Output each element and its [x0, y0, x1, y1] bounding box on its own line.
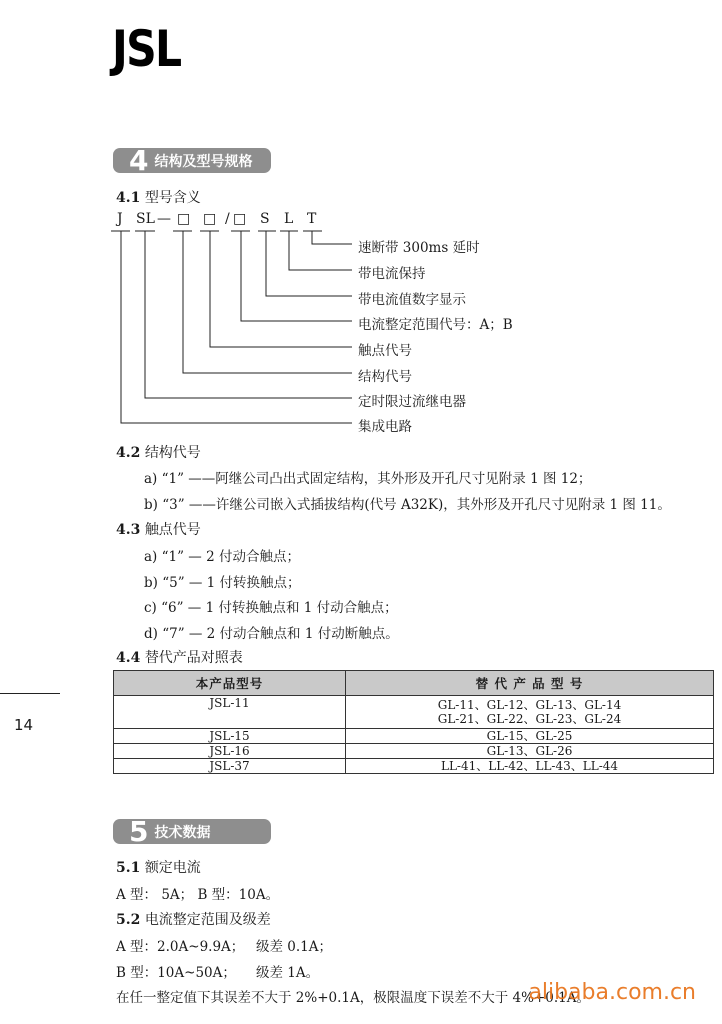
cell-replacements: GL-13、GL-26	[346, 744, 714, 759]
code-part-dash: —	[157, 211, 171, 227]
heading-text: 替代产品对照表	[144, 650, 243, 666]
label-contact-code: 触点代号	[358, 343, 412, 359]
replacement-line: GL-11、GL-12、GL-13、GL-14	[437, 698, 622, 712]
replacement-table	[113, 670, 714, 774]
code-part-range-box: □	[233, 211, 247, 227]
code-part-t: T	[307, 211, 317, 227]
heading-number: 5.2	[116, 912, 141, 928]
code-part-l: L	[284, 211, 294, 227]
structure-item-b: b) “3” ——许继公司嵌入式插拔结构(代号 A32K)，其外形及开孔尺寸见附录 1 图 11。	[144, 497, 671, 513]
page-number: 14	[14, 716, 34, 734]
range-b-text: B 型：10A~50A；	[116, 965, 236, 981]
contact-item-a: a) “1” — 2 付动合触点；	[144, 549, 300, 565]
heading-number: 4.4	[116, 650, 141, 666]
cell-model: JSL-16	[114, 744, 346, 759]
table-row	[114, 729, 714, 744]
cell-model: JSL-15	[114, 729, 346, 744]
contact-item-d: d) “7” — 2 付动合触点和 1 付动断触点。	[144, 626, 399, 642]
accuracy-note: 在任一整定值下其误差不大于 2%+0.1A，极限温度下误差不大于 4%+0.1A。	[116, 990, 590, 1006]
table-row	[114, 696, 714, 729]
cell-replacements	[346, 696, 714, 729]
code-part-s: S	[260, 211, 270, 227]
cell-replacements: LL-41、LL-42、LL-43、LL-44	[346, 759, 714, 774]
code-part-sl: SL	[136, 211, 155, 227]
label-definite-time-relay: 定时限过流继电器	[358, 394, 466, 410]
code-part-j: J	[117, 211, 123, 227]
section-number: 4	[129, 144, 149, 177]
range-a-text: A 型：2.0A~9.9A；	[116, 939, 245, 955]
cell-model: JSL-37	[114, 759, 346, 774]
heading-4-4	[116, 647, 243, 667]
label-structure-code: 结构代号	[358, 369, 412, 385]
heading-number: 4.1	[116, 190, 141, 206]
structure-item-a: a) “1” ——阿继公司凸出式固定结构，其外形及开孔尺寸见附录 1 图 12；	[144, 471, 592, 487]
heading-5-1	[116, 857, 201, 877]
heading-text: 结构代号	[144, 445, 201, 461]
cell-replacements: GL-15、GL-25	[346, 729, 714, 744]
rated-current-text: A 型： 5A； B 型：10A。	[116, 887, 280, 903]
heading-number: 4.2	[116, 445, 141, 461]
heading-number: 4.3	[116, 522, 141, 538]
label-fast-trip-delay: 速断带 300ms 延时	[358, 240, 480, 256]
heading-text: 额定电流	[144, 860, 201, 876]
contact-item-c: c) “6” — 1 付转换触点和 1 付动合触点；	[144, 600, 398, 616]
label-integrated-circuit: 集成电路	[358, 419, 412, 435]
heading-4-2	[116, 442, 201, 462]
cell-model: JSL-11	[114, 696, 346, 729]
section-title: 结构及型号规格	[154, 153, 253, 170]
heading-text: 电流整定范围及级差	[144, 912, 271, 928]
label-setting-range-code: 电流整定范围代号：A；B	[358, 317, 513, 333]
code-part-slash: /	[225, 211, 230, 227]
heading-number: 5.1	[116, 860, 141, 876]
brand-logo: JSL	[112, 20, 181, 78]
heading-4-3	[116, 519, 201, 539]
step-a-text: 级差 0.1A；	[256, 939, 333, 955]
replacement-line: GL-21、GL-22、GL-23、GL-24	[437, 712, 622, 726]
column-header-model: 本产品型号	[114, 671, 346, 696]
watermark: alibaba.com.cn	[528, 980, 696, 1005]
table-header-row	[114, 671, 714, 696]
contact-item-b: b) “5” — 1 付转换触点；	[144, 575, 301, 591]
page-number-rule	[0, 693, 60, 694]
table-row	[114, 744, 714, 759]
heading-text: 触点代号	[144, 522, 201, 538]
label-digital-display: 带电流值数字显示	[358, 292, 466, 308]
table-row	[114, 759, 714, 774]
heading-text: 型号含义	[144, 190, 201, 206]
section-5-banner	[113, 815, 271, 848]
section-title: 技术数据	[154, 824, 211, 841]
code-part-structure-box: □	[177, 211, 191, 227]
code-part-contact-box: □	[203, 211, 217, 227]
column-header-replacements: 替 代 产 品 型 号	[346, 671, 714, 696]
label-current-hold: 带电流保持	[358, 266, 426, 282]
section-number: 5	[129, 815, 149, 848]
heading-5-2	[116, 909, 271, 929]
step-b-text: 级差 1A。	[256, 965, 320, 981]
